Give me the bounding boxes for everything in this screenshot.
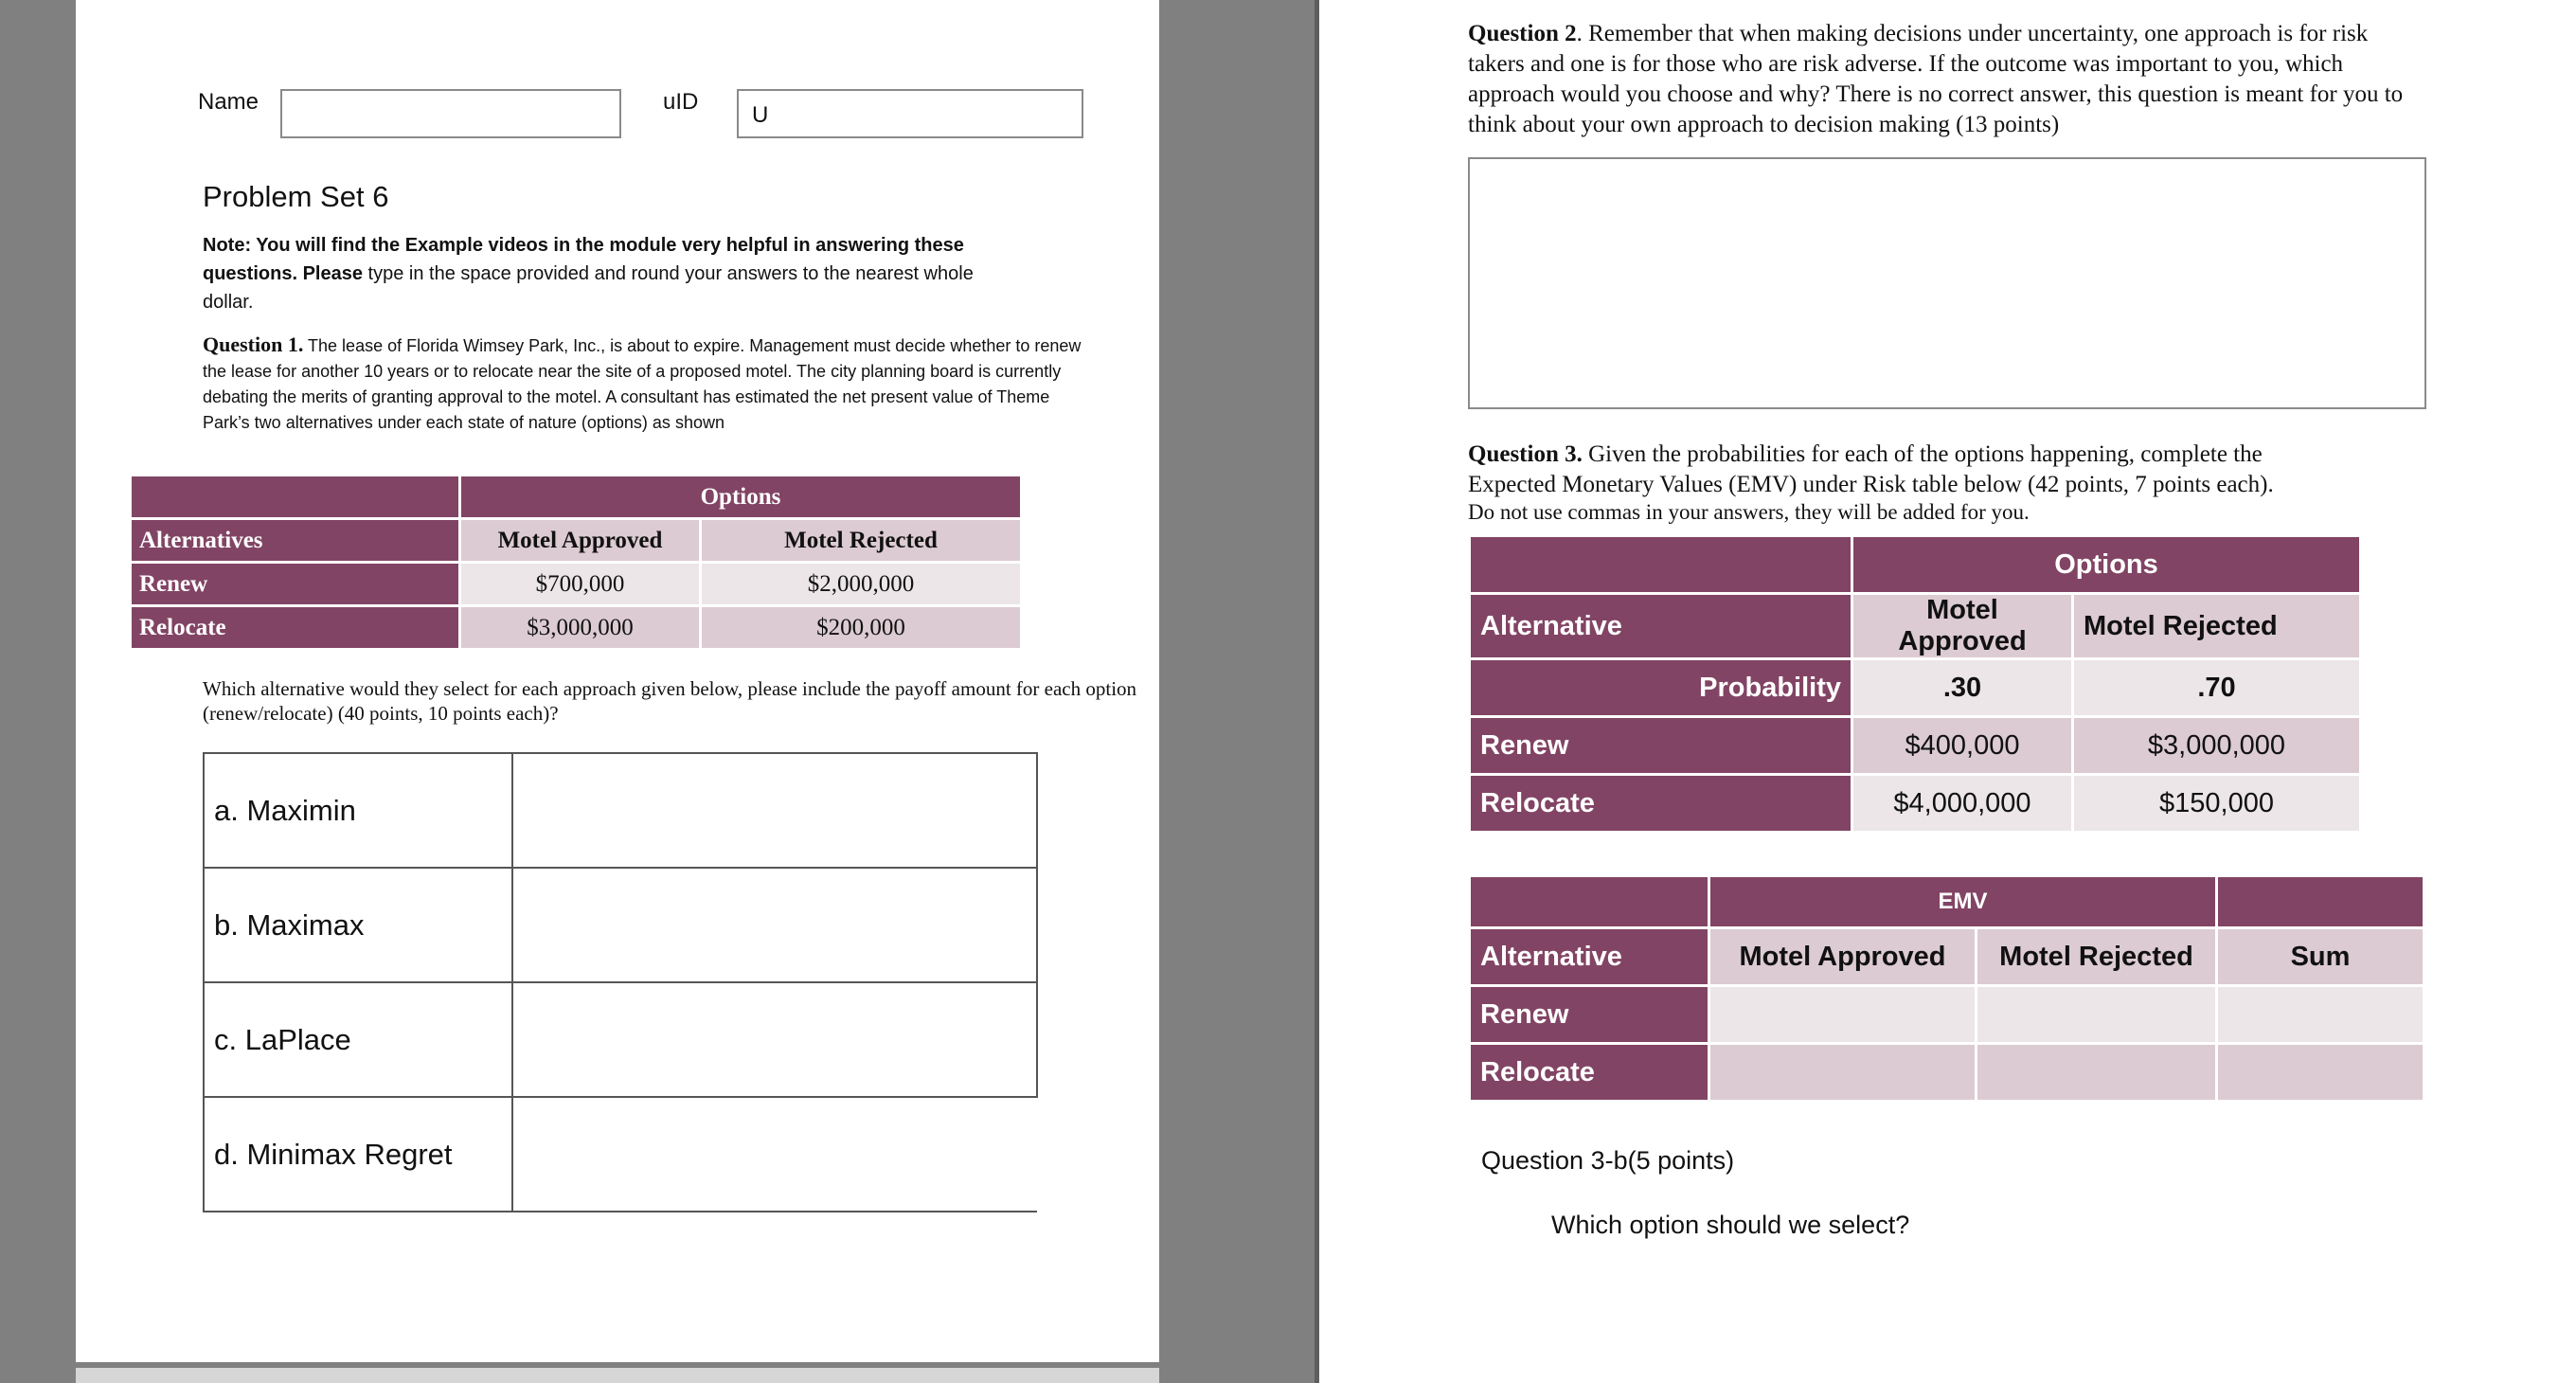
- emv-header: EMV: [1709, 876, 2217, 928]
- name-field[interactable]: [280, 89, 621, 138]
- q3-renew-approved: $400,000: [1852, 717, 2073, 775]
- q1-row-relocate: Relocate: [131, 606, 460, 650]
- q3-prob-rejected: .70: [2073, 659, 2361, 717]
- emv-col-motel-approved: Motel Approved: [1709, 928, 1977, 986]
- q1-alternatives-header: Alternatives: [131, 519, 460, 563]
- q3-prob-approved: .30: [1852, 659, 2073, 717]
- uid-field[interactable]: [737, 89, 1083, 138]
- answer-label-laplace: c. LaPlace: [204, 982, 512, 1097]
- q1-col-motel-approved: Motel Approved: [460, 519, 701, 563]
- left-page: [76, 0, 1159, 1362]
- q1-corner-cell: [131, 476, 460, 519]
- note-rest: type in the space provided and round your answers to the nearest whole dollar.: [203, 263, 974, 313]
- note-bold: Note: You will find the Example videos in the module very helpful in answering these questions. Please: [203, 235, 964, 284]
- q1-options-header: Options: [460, 476, 1022, 519]
- answer-field-laplace[interactable]: [512, 982, 1037, 1097]
- q3-relocate-rejected: $150,000: [2073, 775, 2361, 833]
- q1-renew-rejected: $2,000,000: [701, 563, 1022, 606]
- emv-relocate-approved-input[interactable]: [1709, 1044, 1977, 1102]
- q3-renew-rejected: $3,000,000: [2073, 717, 2361, 775]
- name-label: Name: [198, 89, 259, 115]
- emv-header-blank: [2217, 876, 2424, 928]
- q3-col-motel-rejected: Motel Rejected: [2073, 594, 2361, 659]
- emv-col-motel-rejected: Motel Rejected: [1977, 928, 2217, 986]
- page-edge: [76, 1368, 1159, 1383]
- q3-emv-table: [1468, 874, 2425, 1103]
- uid-field-value: U: [752, 102, 769, 128]
- q3-probability-label: Probability: [1470, 659, 1852, 717]
- q3-risk-table: [1468, 534, 2362, 834]
- question-3-text: [1468, 440, 2320, 500]
- q1-relocate-approved: $3,000,000: [460, 606, 701, 650]
- emv-row-renew: Renew: [1470, 986, 1709, 1044]
- q1-relocate-rejected: $200,000: [701, 606, 1022, 650]
- question-2-answer-box[interactable]: [1468, 157, 2426, 409]
- right-page: [1315, 0, 2576, 1383]
- question-3b-label: Question 3-b(5 points): [1481, 1146, 1735, 1175]
- page-title: Problem Set 6: [203, 180, 389, 213]
- question-1-label: Question 1.: [203, 332, 304, 356]
- q3-options-header: Options: [1852, 536, 2361, 594]
- question-1-text: [203, 332, 1099, 436]
- q1-answer-table: [203, 752, 1038, 1212]
- emv-relocate-sum-input[interactable]: [2217, 1044, 2424, 1102]
- question-2-label: Question 2: [1468, 21, 1577, 46]
- answer-label-minimax-regret: d. Minimax Regret: [204, 1097, 512, 1212]
- answer-field-minimax-regret[interactable]: [512, 1097, 1037, 1212]
- q1-col-motel-rejected: Motel Rejected: [701, 519, 1022, 563]
- uid-label: uID: [663, 89, 699, 115]
- question-3-note: Do not use commas in your answers, they will be added for you.: [1468, 500, 2030, 524]
- question-3b-prompt: Which option should we select?: [1551, 1211, 1910, 1239]
- question-2-body: . Remember that when making decisions under uncertainty, one approach is for risk takers and one is for those who are risk adverse. If the outcome was important to you, which approach would you choose and why? There is no correct answer, this question is meant for you to think about your own approach to decision making (13 points): [1468, 21, 2404, 137]
- emv-renew-sum-input[interactable]: [2217, 986, 2424, 1044]
- emv-corner-cell: [1470, 876, 1709, 928]
- q1-renew-approved: $700,000: [460, 563, 701, 606]
- q3-alternative-header: Alternative: [1470, 594, 1852, 659]
- emv-renew-approved-input[interactable]: [1709, 986, 1977, 1044]
- question-3-label: Question 3.: [1468, 441, 1583, 467]
- answer-field-maximax[interactable]: [512, 868, 1037, 982]
- emv-relocate-rejected-input[interactable]: [1977, 1044, 2217, 1102]
- q3-relocate-approved: $4,000,000: [1852, 775, 2073, 833]
- q3-corner-cell: [1470, 536, 1852, 594]
- emv-alternative-header: Alternative: [1470, 928, 1709, 986]
- question-3-body: Given the probabilities for each of the options happening, complete the Expected Monetary Values (EMV) under Risk table below (42 points, 7 points each).: [1468, 441, 2274, 497]
- q3-row-relocate: Relocate: [1470, 775, 1852, 833]
- question-2-text: [1468, 19, 2424, 140]
- emv-col-sum: Sum: [2217, 928, 2424, 986]
- answer-label-maximin: a. Maximin: [204, 753, 512, 868]
- q1-payoff-table: [129, 474, 1023, 651]
- q3-row-renew: Renew: [1470, 717, 1852, 775]
- answer-label-maximax: b. Maximax: [204, 868, 512, 982]
- q3-col-motel-approved: Motel Approved: [1852, 594, 2073, 659]
- note-paragraph: [203, 231, 1017, 316]
- question-1-body: The lease of Florida Wimsey Park, Inc., is about to expire. Management must decide whether to renew the lease for another 10 years or to relocate near the site of a proposed motel. The city planning board is currently debating the merits of granting approval to the motel. A consultant has estimated the net present value of Theme Park’s two alternatives under each state of nature (options) as shown: [203, 336, 1082, 432]
- q1-row-renew: Renew: [131, 563, 460, 606]
- question-1-prompt: Which alternative would they select for each approach given below, please include the payoff amount for each option (renew/relocate) (40 points, 10 points each)?: [203, 677, 1137, 725]
- emv-renew-rejected-input[interactable]: [1977, 986, 2217, 1044]
- emv-row-relocate: Relocate: [1470, 1044, 1709, 1102]
- answer-field-maximin[interactable]: [512, 753, 1037, 868]
